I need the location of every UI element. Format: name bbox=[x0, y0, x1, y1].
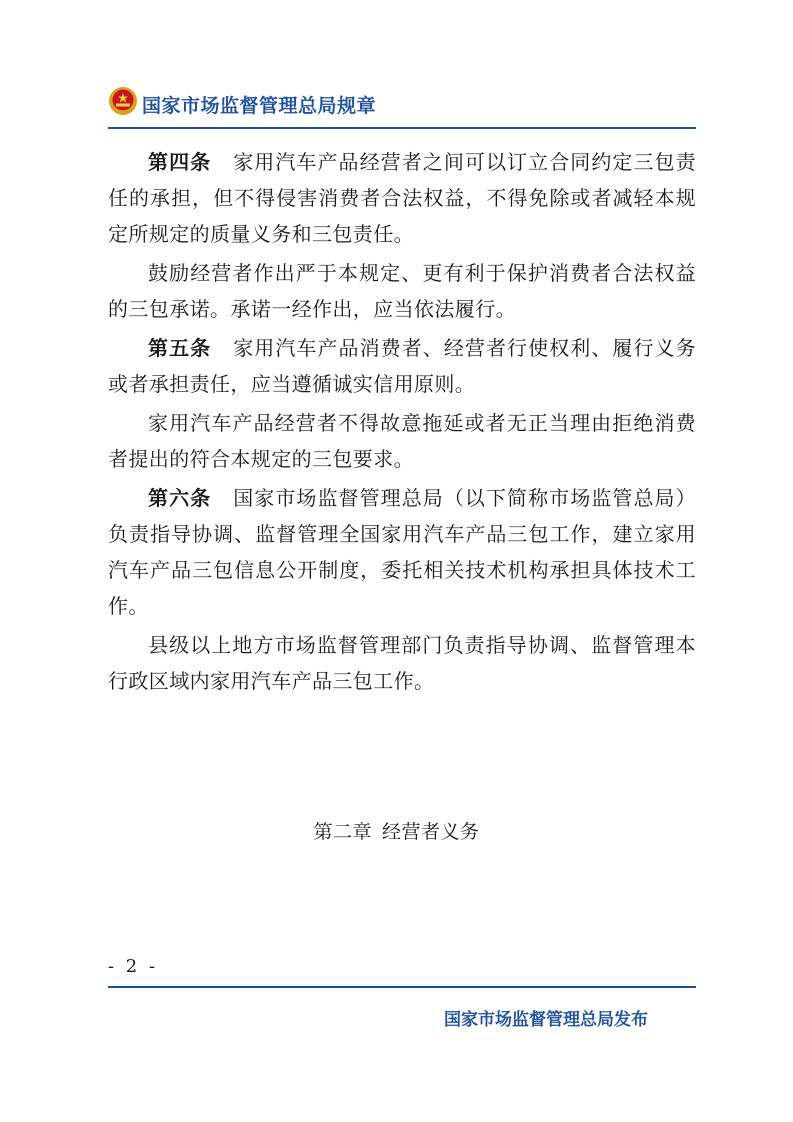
chapter-number: 第二章 bbox=[313, 821, 372, 843]
article-number: 第四条 bbox=[148, 150, 212, 174]
paragraph bbox=[108, 255, 696, 327]
article-body bbox=[108, 144, 696, 702]
national-emblem-icon bbox=[108, 86, 138, 116]
paragraph bbox=[108, 627, 696, 699]
paragraph bbox=[108, 405, 696, 477]
paragraph-text: 国家市场监督管理总局（以下简称市场监管总局）负责指导协调、监督管理全国家用汽车产品三包工作，建立家用汽车产品三包信息公开制度，委托相关技术机构承担具体技术工作。 bbox=[108, 486, 696, 618]
footer-divider bbox=[108, 986, 696, 988]
paragraph-text: 鼓励经营者作出严于本规定、更有利于保护消费者合法权益的三包承诺。承诺一经作出，应当依法履行。 bbox=[108, 261, 696, 321]
paragraph bbox=[108, 330, 696, 402]
header-title: 国家市场监督管理总局规章 bbox=[142, 95, 377, 117]
paragraph-text: 家用汽车产品消费者、经营者行使权利、履行义务或者承担责任，应当遵循诚实信用原则。 bbox=[108, 336, 696, 396]
paragraph-text: 家用汽车产品经营者不得故意拖延或者无正当理由拒绝消费者提出的符合本规定的三包要求。 bbox=[108, 411, 696, 471]
chapter-heading bbox=[0, 817, 793, 844]
article-number: 第六条 bbox=[148, 486, 212, 510]
article-number: 第五条 bbox=[148, 336, 212, 360]
paragraph bbox=[108, 144, 696, 252]
header-divider bbox=[108, 127, 696, 129]
document-header bbox=[108, 84, 698, 130]
chapter-title: 经营者义务 bbox=[382, 821, 480, 843]
footer-publisher: 国家市场监督管理总局发布 bbox=[444, 1010, 648, 1030]
paragraph-text: 家用汽车产品经营者之间可以订立合同约定三包责任的承担，但不得侵害消费者合法权益，不得免除或者减轻本规定所规定的质量义务和三包责任。 bbox=[108, 150, 696, 246]
paragraph-text: 县级以上地方市场监督管理部门负责指导协调、监督管理本行政区域内家用汽车产品三包工作。 bbox=[108, 633, 696, 693]
page-number: - 2 - bbox=[108, 956, 159, 977]
paragraph bbox=[108, 480, 696, 624]
